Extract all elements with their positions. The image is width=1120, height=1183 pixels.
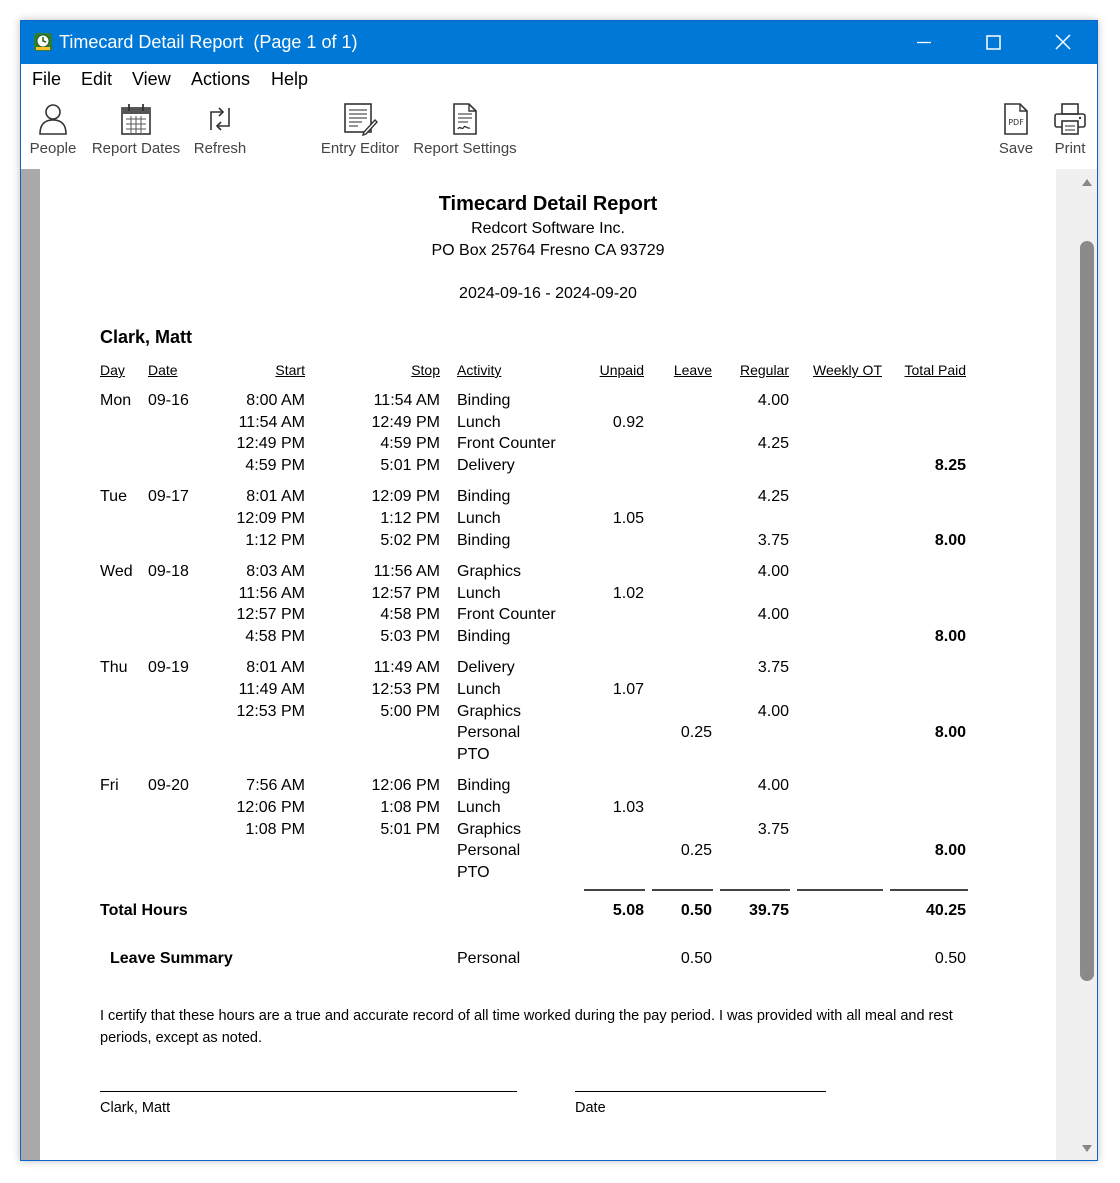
- row-stop: 11:56 AM: [373, 562, 440, 580]
- row-start: 8:01 AM: [246, 659, 305, 677]
- row-start: 12:49 PM: [236, 435, 305, 453]
- document-settings-icon: [450, 102, 480, 136]
- maximize-button[interactable]: [959, 21, 1029, 64]
- minimize-icon: [889, 21, 959, 64]
- row-leave: 0.25: [680, 724, 712, 742]
- col-header-weekly-ot: Weekly OT: [813, 362, 882, 378]
- row-start: 4:58 PM: [245, 628, 305, 645]
- col-header-leave: Leave: [673, 362, 712, 378]
- report-window: [20, 20, 1098, 1161]
- row-stop: 5:02 PM: [380, 531, 440, 549]
- col-header-stop: Stop: [411, 362, 440, 378]
- row-date: 09-18: [148, 562, 189, 580]
- row-start: 7:56 AM: [246, 777, 305, 795]
- total-hours-label: Total Hours: [100, 902, 188, 919]
- row-activity: Graphics: [457, 820, 522, 838]
- row-day: Thu: [100, 659, 128, 677]
- row-date: 09-19: [148, 659, 189, 677]
- col-header-day: Day: [100, 362, 125, 378]
- entry-editor-button[interactable]: [319, 102, 401, 157]
- leave-summary-total: 0.50: [934, 950, 966, 967]
- col-header-activity: Activity: [457, 362, 502, 378]
- pdf-icon-text: PDF: [1008, 118, 1024, 127]
- signature-employee-name: Clark, Matt: [100, 1100, 171, 1116]
- row-day: Mon: [100, 392, 132, 409]
- row-activity: Front Counter: [457, 606, 556, 624]
- refresh-button[interactable]: [193, 102, 247, 157]
- row-start: 8:01 AM: [246, 488, 305, 506]
- row-start: 12:57 PM: [236, 606, 305, 624]
- row-start: 1:08 PM: [245, 820, 305, 838]
- menu-file[interactable]: File: [32, 69, 62, 89]
- company-address: PO Box 25764 Fresno CA 93729: [431, 242, 665, 259]
- toolbar: [21, 94, 1097, 169]
- row-unpaid: 1.07: [612, 680, 644, 698]
- leave-summary-hours: 0.50: [680, 950, 712, 967]
- row-stop: 4:58 PM: [380, 606, 440, 624]
- app-clock-icon: [33, 32, 53, 52]
- row-regular: 4.00: [757, 562, 789, 580]
- row-activity: PTO: [457, 864, 490, 881]
- col-header-regular: Regular: [739, 362, 789, 378]
- row-total-paid: 8.25: [934, 457, 966, 475]
- row-activity: Delivery: [457, 659, 515, 677]
- col-header-start: Start: [275, 362, 305, 378]
- title-bar: [21, 21, 1097, 64]
- row-stop: 1:12 PM: [380, 510, 440, 527]
- printer-icon: [1053, 102, 1087, 136]
- people-button[interactable]: [29, 102, 77, 157]
- row-activity: Personal: [457, 724, 521, 742]
- total-unpaid: 5.08: [612, 902, 644, 919]
- entry-editor-icon: [342, 102, 378, 136]
- row-date: 09-20: [148, 777, 189, 795]
- row-regular: 4.00: [757, 777, 789, 795]
- row-start: 8:00 AM: [246, 392, 305, 409]
- company-name: Redcort Software Inc.: [471, 220, 625, 237]
- col-header-unpaid: Unpaid: [599, 362, 644, 378]
- row-start: 11:54 AM: [238, 413, 305, 431]
- row-activity: Front Counter: [457, 435, 556, 453]
- row-stop: 12:53 PM: [371, 680, 440, 698]
- report-title: Timecard Detail Report: [438, 193, 658, 215]
- row-total-paid: 8.00: [934, 842, 966, 860]
- row-start: 1:12 PM: [245, 531, 305, 549]
- print-label: Print: [1054, 140, 1086, 157]
- row-regular: 4.00: [757, 702, 789, 720]
- calendar-icon: [119, 102, 153, 136]
- row-stop: 4:59 PM: [380, 435, 440, 453]
- certification-text: I certify that these hours are a true and accurate record of all time worked during the pay period. I was provided with all meal and rest periods, except as noted.: [100, 1008, 953, 1046]
- report-period: 2024-09-16 - 2024-09-20: [459, 285, 637, 302]
- scroll-up-arrow-icon[interactable]: [1082, 179, 1092, 186]
- row-start: 12:53 PM: [236, 702, 305, 720]
- menu-bar: [21, 64, 1097, 94]
- row-regular: 3.75: [757, 531, 789, 549]
- report-page: [40, 169, 1056, 1161]
- menu-edit[interactable]: Edit: [81, 69, 113, 89]
- row-activity: Personal: [457, 842, 521, 860]
- entry-editor-label: Entry Editor: [320, 140, 400, 157]
- person-icon: [37, 102, 69, 136]
- report-dates-label: Report Dates: [91, 140, 181, 157]
- row-activity: Binding: [457, 392, 511, 409]
- report-settings-label: Report Settings: [413, 140, 517, 157]
- report-viewer: [21, 169, 1056, 1160]
- row-activity: Lunch: [457, 584, 501, 602]
- row-regular: 4.25: [757, 435, 789, 453]
- row-day: Tue: [100, 488, 127, 506]
- people-label: People: [29, 140, 77, 157]
- date-signature-line: [575, 1091, 826, 1092]
- row-leave: 0.25: [680, 842, 712, 860]
- minimize-button[interactable]: [889, 21, 959, 64]
- menu-help[interactable]: Help: [271, 69, 309, 89]
- row-regular: 3.75: [757, 659, 789, 677]
- close-button[interactable]: [1029, 21, 1098, 64]
- row-stop: 5:01 PM: [380, 457, 440, 475]
- window-title: Timecard Detail Report (Page 1 of 1): [59, 32, 358, 52]
- row-stop: 11:54 AM: [373, 392, 440, 409]
- row-stop: 5:01 PM: [380, 820, 440, 838]
- col-header-total-paid: Total Paid: [904, 362, 966, 378]
- save-pdf-button[interactable]: [995, 102, 1037, 157]
- row-start: 11:56 AM: [238, 584, 305, 602]
- row-activity: Graphics: [457, 702, 522, 720]
- row-regular: 4.00: [757, 606, 789, 624]
- refresh-icon: [203, 102, 237, 136]
- row-day: Wed: [100, 562, 133, 580]
- employee-signature-line: [100, 1091, 517, 1092]
- row-stop: 12:57 PM: [371, 584, 440, 602]
- row-start: 12:06 PM: [236, 798, 305, 816]
- report-dates-button[interactable]: [91, 102, 181, 157]
- total-leave: 0.50: [680, 902, 712, 919]
- row-start: 12:09 PM: [236, 510, 305, 527]
- report-settings-button[interactable]: [413, 102, 517, 157]
- vertical-scrollbar[interactable]: [1077, 169, 1098, 1160]
- row-unpaid: 1.02: [612, 584, 644, 602]
- leave-summary-type: Personal: [457, 950, 521, 967]
- row-total-paid: 8.00: [934, 628, 966, 645]
- total-regular: 39.75: [748, 902, 789, 919]
- menu-actions[interactable]: Actions: [191, 69, 251, 89]
- row-stop: 12:06 PM: [371, 777, 440, 795]
- row-regular: 4.25: [757, 488, 789, 506]
- menu-view[interactable]: View: [132, 69, 171, 89]
- row-activity: Graphics: [457, 562, 522, 580]
- row-start: 8:03 AM: [246, 562, 305, 580]
- save-label: Save: [998, 140, 1034, 157]
- row-stop: 1:08 PM: [380, 798, 440, 816]
- employee-name: Clark, Matt: [100, 327, 193, 347]
- weekly-ot-total-rule: [797, 889, 883, 891]
- leave-total-rule: [652, 889, 713, 891]
- row-activity: Lunch: [457, 510, 501, 527]
- row-activity: Lunch: [457, 798, 501, 816]
- row-total-paid: 8.00: [934, 724, 966, 742]
- row-start: 4:59 PM: [245, 457, 305, 475]
- row-start: 11:49 AM: [238, 680, 305, 698]
- row-stop: 5:03 PM: [380, 628, 440, 645]
- row-activity: Binding: [457, 488, 511, 506]
- row-stop: 12:49 PM: [371, 413, 440, 431]
- row-date: 09-16: [148, 392, 189, 409]
- close-icon: [1029, 21, 1098, 64]
- signature-date-label: Date: [575, 1100, 606, 1116]
- row-activity: Delivery: [457, 457, 515, 475]
- row-day: Fri: [100, 777, 119, 795]
- row-unpaid: 1.05: [612, 510, 644, 527]
- col-header-date: Date: [148, 362, 178, 378]
- leave-summary-label: Leave Summary: [110, 950, 233, 967]
- total-paid-total-rule: [890, 889, 968, 891]
- row-regular: 3.75: [757, 820, 789, 838]
- maximize-icon: [959, 21, 1029, 64]
- row-activity: Lunch: [457, 680, 501, 698]
- row-activity: Lunch: [457, 413, 501, 431]
- row-activity: Binding: [457, 777, 511, 795]
- row-stop: 12:09 PM: [371, 488, 440, 506]
- refresh-label: Refresh: [193, 140, 247, 157]
- total-paid: 40.25: [925, 902, 966, 919]
- regular-total-rule: [720, 889, 790, 891]
- row-activity: PTO: [457, 746, 490, 763]
- row-stop: 11:49 AM: [373, 659, 440, 677]
- scroll-thumb[interactable]: [1080, 241, 1094, 981]
- row-activity: Binding: [457, 628, 511, 645]
- row-activity: Binding: [457, 531, 511, 549]
- row-total-paid: 8.00: [934, 531, 966, 549]
- scroll-down-arrow-icon[interactable]: [1082, 1145, 1092, 1152]
- print-button[interactable]: [1049, 102, 1091, 157]
- row-regular: 4.00: [757, 392, 789, 409]
- row-unpaid: 0.92: [612, 413, 644, 431]
- row-unpaid: 1.03: [612, 798, 644, 816]
- row-stop: 5:00 PM: [380, 702, 440, 720]
- unpaid-total-rule: [584, 889, 645, 891]
- pdf-file-icon: [1001, 102, 1031, 136]
- row-date: 09-17: [148, 488, 189, 506]
